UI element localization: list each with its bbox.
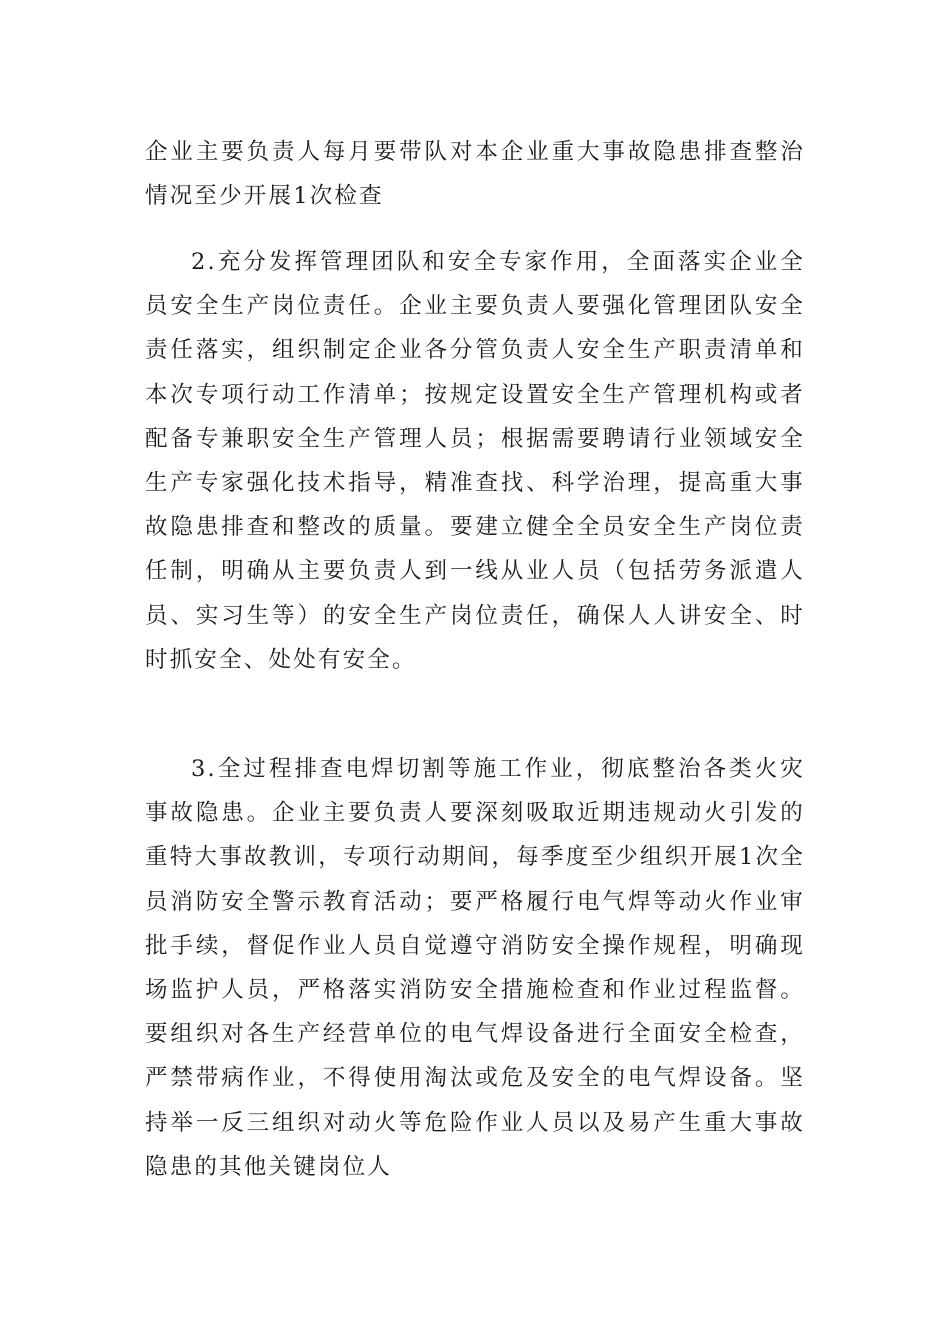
paragraph-item-3: 3.全过程排查电焊切割等施工作业，彻底整治各类火灾事故隐患。企业主要负责人要深刻吸取近期违规动火引发的重特大事故教训，专项行动期间，每季度至少组织开展1次全员消防安全警示教育活动；要严格履行电气焊等动火作业审批手续，督促作业人员自觉遵守消防安全操作规程，明确现场监护人员，严格落实消防安全措施检查和作业过程监督。要组织对各生产经营单位的电气焊设备进行全面安全检查，严禁带病作业，不得使用淘汰或危及安全的电气焊设备。坚持举一反三组织对动火等危险作业人员以及易产生重大事故隐患的其他关键岗位人	[145, 756, 805, 1180]
paragraph-item-2: 2.充分发挥管理团队和安全专家作用，全面落实企业全员安全生产岗位责任。企业主要负责人要强化管理团队安全责任落实，组织制定企业各分管负责人安全生产职责清单和本次专项行动工作清单；按规定设置安全生产管理机构或者配备专兼职安全生产管理人员；根据需要聘请行业领域安全生产专家强化技术指导，精准查找、科学治理，提高重大事故隐患排查和整改的质量。要建立健全全员安全生产岗位责任制，明确从主要负责人到一线从业人员（包括劳务派遣人员、实习生等）的安全生产岗位责任，确保人人讲安全、时时抓安全、处处有安全。	[145, 249, 805, 673]
paragraph-continuation: 企业主要负责人每月要带队对本企业重大事故隐患排查整治情况至少开展1次检查	[145, 139, 805, 210]
